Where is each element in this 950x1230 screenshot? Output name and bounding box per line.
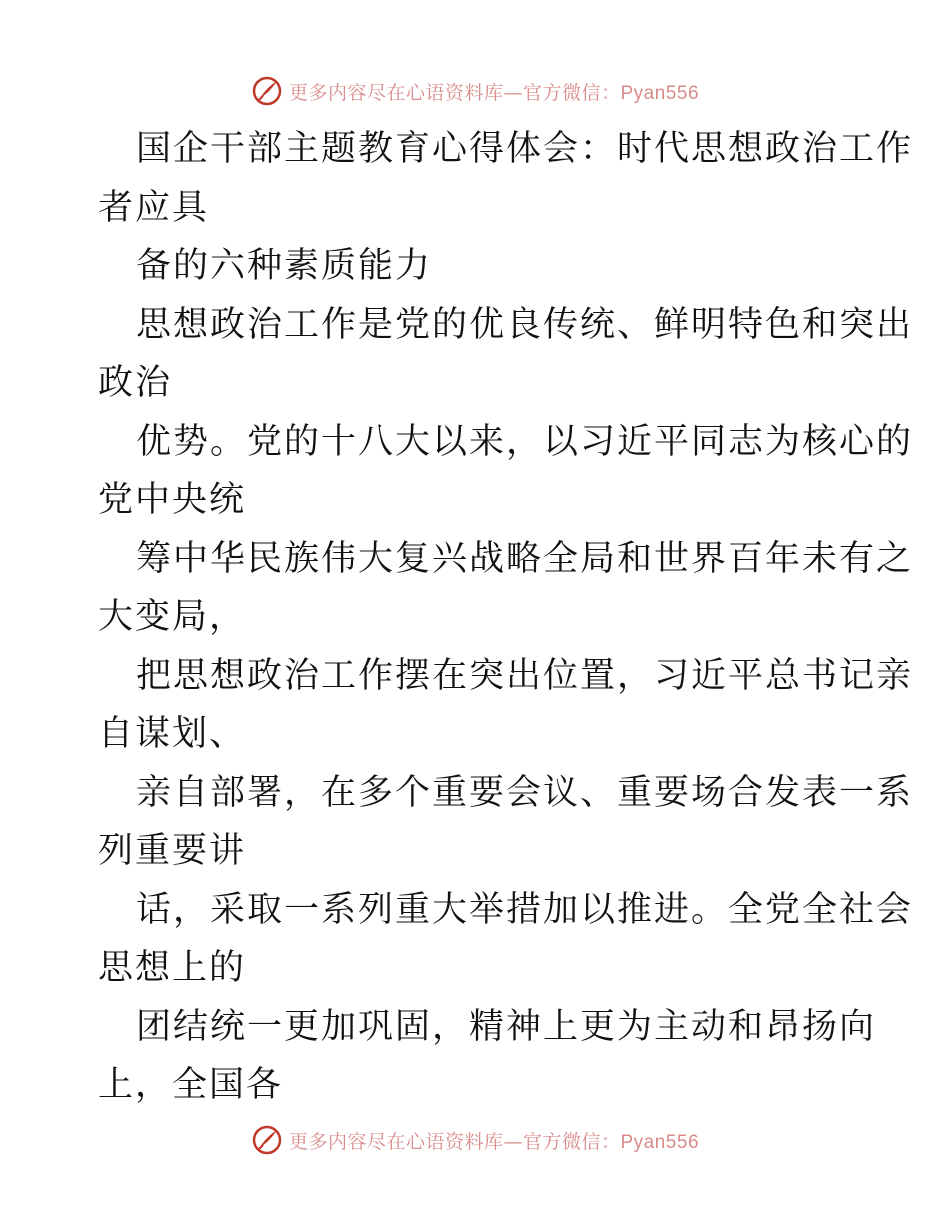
feather-quill-logo-icon [251,1124,283,1156]
feather-quill-logo-icon [251,75,283,107]
text-line: 筹中华民族伟大复兴战略全局和世界百年未有之 [136,538,914,579]
text-line: 大变局， [98,597,247,637]
text-line: 自谋划、 [98,714,247,754]
text-line: 者应具 [98,187,210,228]
header-watermark [0,71,950,111]
text-line: 优势。党的十八大以来，以习近平同志为核心的 [136,421,914,462]
text-line: 党中央统 [98,480,247,520]
text-line: 备的六种素质能力 [136,246,433,286]
watermark-text: 更多内容尽在心语资料库—官方微信：Pyan556 [288,81,700,104]
text-line: 思想上的 [98,948,247,988]
text-line: 思想政治工作是党的优良传统、鲜明特色和突出 [136,304,914,345]
text-line: 上，全国各 [98,1065,284,1105]
text-line: 把思想政治工作摆在突出位置，习近平总书记亲 [136,655,914,696]
document-body [98,120,914,1115]
text-line: 国企干部主题教育心得体会：时代思想政治工作 [136,129,914,169]
text-line: 列重要讲 [98,831,247,871]
watermark-text: 更多内容尽在心语资料库—官方微信：Pyan556 [288,1130,700,1153]
text-line: 政治 [98,363,173,403]
text-line: 团结统一更加巩固，精神上更为主动和昂扬向 [136,1006,877,1047]
text-line: 亲自部署，在多个重要会议、重要场合发表一系 [136,772,914,813]
text-line: 话，采取一系列重大举措加以推进。全党全社会 [136,889,914,930]
footer-watermark [0,1120,950,1160]
